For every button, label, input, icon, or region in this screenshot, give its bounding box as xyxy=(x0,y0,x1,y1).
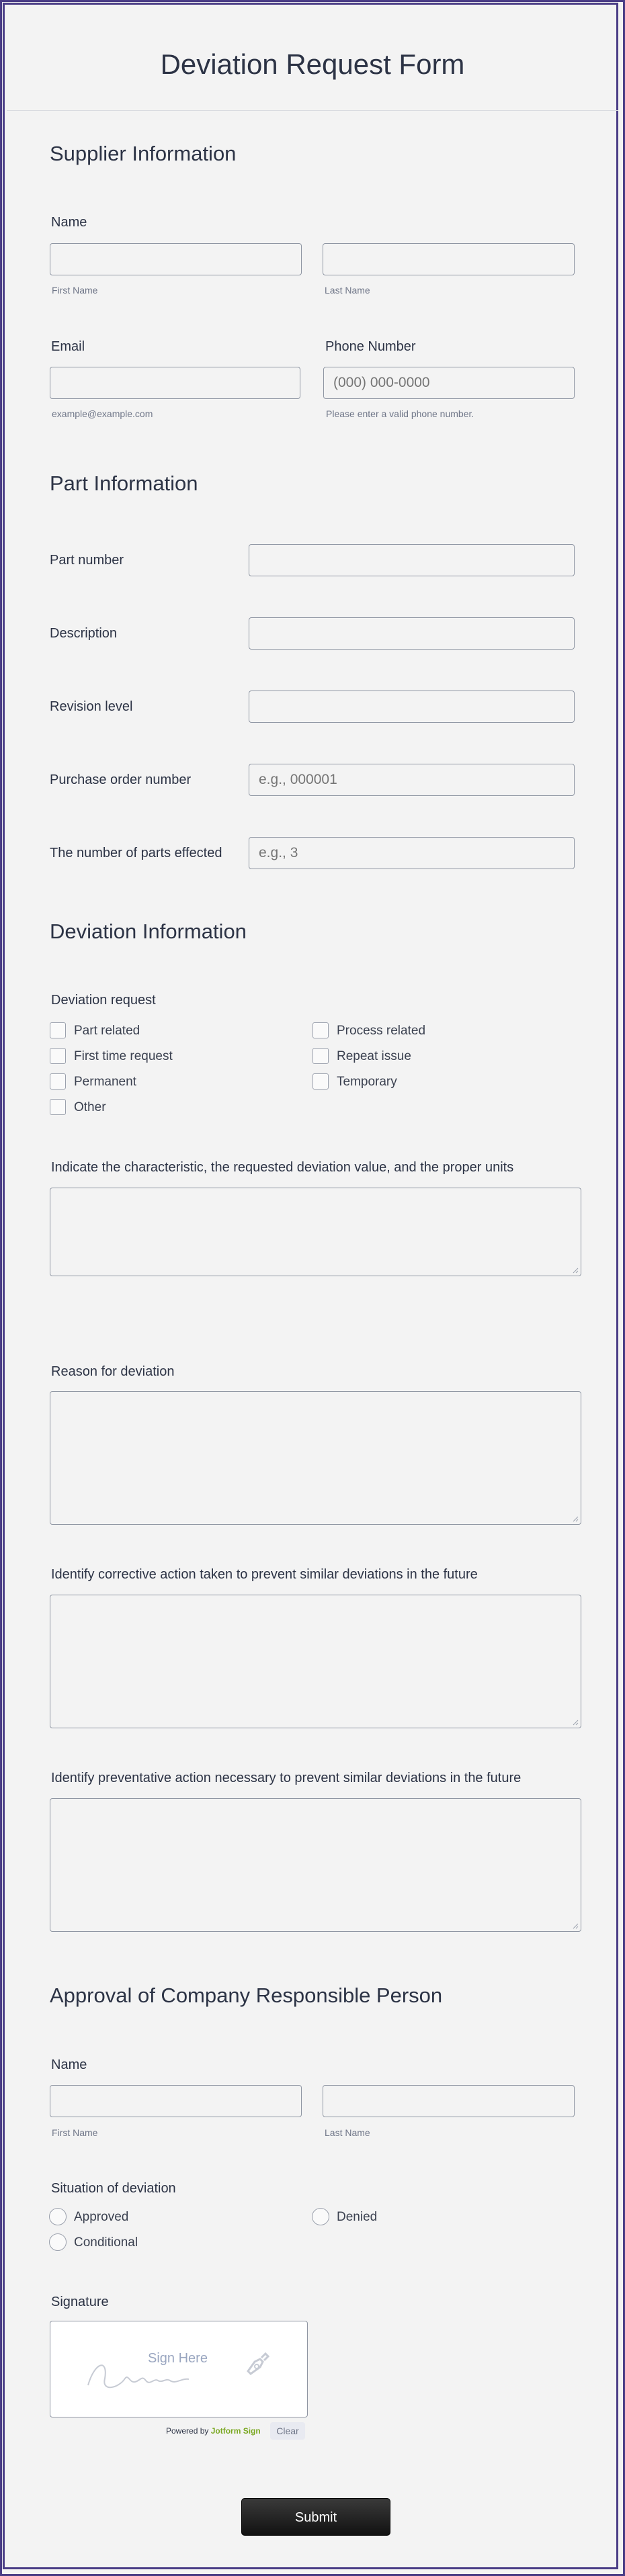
description-label: Description xyxy=(50,626,118,641)
option-temporary-label: Temporary xyxy=(337,1075,397,1089)
option-process-related-label: Process related xyxy=(337,1024,426,1038)
radio-approved[interactable] xyxy=(49,2208,67,2225)
supplier-phone-sublabel: Please enter a valid phone number. xyxy=(326,408,474,419)
checkbox-other[interactable] xyxy=(50,1099,66,1115)
resize-grip-icon[interactable] xyxy=(572,1515,579,1522)
form-title: Deviation Request Form xyxy=(160,48,465,80)
part-number-label: Part number xyxy=(50,553,124,568)
supplier-email-label: Email xyxy=(51,339,85,354)
radio-denied-label: Denied xyxy=(337,2210,378,2224)
jotform-sign-brand: Jotform Sign xyxy=(210,2426,261,2436)
situation-label: Situation of deviation xyxy=(51,2181,176,2196)
signature-label: Signature xyxy=(51,2295,109,2309)
checkbox-repeat-issue[interactable] xyxy=(312,1048,329,1064)
approval-last-name-sublabel: Last Name xyxy=(325,2127,370,2138)
approval-section-title: Approval of Company Responsible Person xyxy=(50,1984,443,2007)
checkbox-process-related[interactable] xyxy=(312,1022,329,1038)
approval-first-name-sublabel: First Name xyxy=(52,2127,98,2138)
checkbox-first-time-request[interactable] xyxy=(50,1048,66,1064)
signature-pad[interactable] xyxy=(50,2321,308,2417)
radio-denied[interactable] xyxy=(312,2208,329,2225)
description-input[interactable] xyxy=(249,617,575,650)
checkbox-permanent[interactable] xyxy=(50,1073,66,1090)
deviation-request-label: Deviation request xyxy=(51,993,156,1008)
part-number-input[interactable] xyxy=(249,544,575,576)
option-first-time-request-label: First time request xyxy=(74,1049,173,1063)
characteristic-textarea[interactable] xyxy=(50,1188,581,1276)
corrective-action-label: Identify corrective action taken to prevent similar deviations in the future xyxy=(51,1567,478,1582)
deviation-section-title: Deviation Information xyxy=(50,920,247,943)
supplier-first-name-sublabel: First Name xyxy=(52,285,98,296)
preventative-action-textarea[interactable] xyxy=(50,1798,581,1932)
preventative-action-label: Identify preventative action necessary to prevent similar deviations in the future xyxy=(51,1771,522,1785)
resize-grip-icon[interactable] xyxy=(572,1719,579,1726)
reason-textarea[interactable] xyxy=(50,1391,581,1525)
sign-here-text: Sign Here xyxy=(148,2351,208,2366)
parts-effected-label: The number of parts effected xyxy=(50,846,222,860)
form-header xyxy=(7,7,618,111)
purchase-order-input[interactable] xyxy=(249,764,575,796)
option-repeat-issue-label: Repeat issue xyxy=(337,1049,411,1063)
option-part-related-label: Part related xyxy=(74,1024,140,1038)
reason-label: Reason for deviation xyxy=(51,1364,175,1379)
parts-effected-input[interactable] xyxy=(249,837,575,869)
checkbox-temporary[interactable] xyxy=(312,1073,329,1090)
submit-button[interactable]: Submit xyxy=(241,2498,390,2536)
characteristic-label: Indicate the characteristic, the requested deviation value, and the proper units xyxy=(51,1160,514,1175)
approval-name-label: Name xyxy=(51,2057,87,2072)
resize-grip-icon[interactable] xyxy=(572,1267,579,1274)
powered-by-text xyxy=(166,2426,261,2436)
supplier-name-label: Name xyxy=(51,215,87,230)
revision-level-label: Revision level xyxy=(50,699,133,714)
supplier-section-title: Supplier Information xyxy=(50,142,237,165)
supplier-email-input[interactable] xyxy=(50,367,300,399)
powered-by-prefix: Powered by xyxy=(166,2426,209,2436)
radio-conditional[interactable] xyxy=(49,2233,67,2251)
signature-clear-button[interactable]: Clear xyxy=(270,2422,305,2440)
option-other-label: Other xyxy=(74,1100,106,1114)
part-section-title: Part Information xyxy=(50,472,198,495)
radio-approved-label: Approved xyxy=(74,2210,129,2224)
revision-level-input[interactable] xyxy=(249,691,575,723)
supplier-last-name-input[interactable] xyxy=(323,243,575,275)
option-permanent-label: Permanent xyxy=(74,1075,136,1089)
pen-icon xyxy=(243,2348,272,2378)
supplier-email-sublabel: example@example.com xyxy=(52,408,153,419)
approval-last-name-input[interactable] xyxy=(323,2085,575,2117)
supplier-last-name-sublabel: Last Name xyxy=(325,285,370,296)
resize-grip-icon[interactable] xyxy=(572,1922,579,1929)
purchase-order-label: Purchase order number xyxy=(50,772,192,787)
approval-first-name-input[interactable] xyxy=(50,2085,302,2117)
supplier-phone-label: Phone Number xyxy=(325,339,416,354)
checkbox-part-related[interactable] xyxy=(50,1022,66,1038)
corrective-action-textarea[interactable] xyxy=(50,1595,581,1728)
supplier-phone-input[interactable] xyxy=(323,367,575,399)
supplier-first-name-input[interactable] xyxy=(50,243,302,275)
radio-conditional-label: Conditional xyxy=(74,2235,138,2250)
